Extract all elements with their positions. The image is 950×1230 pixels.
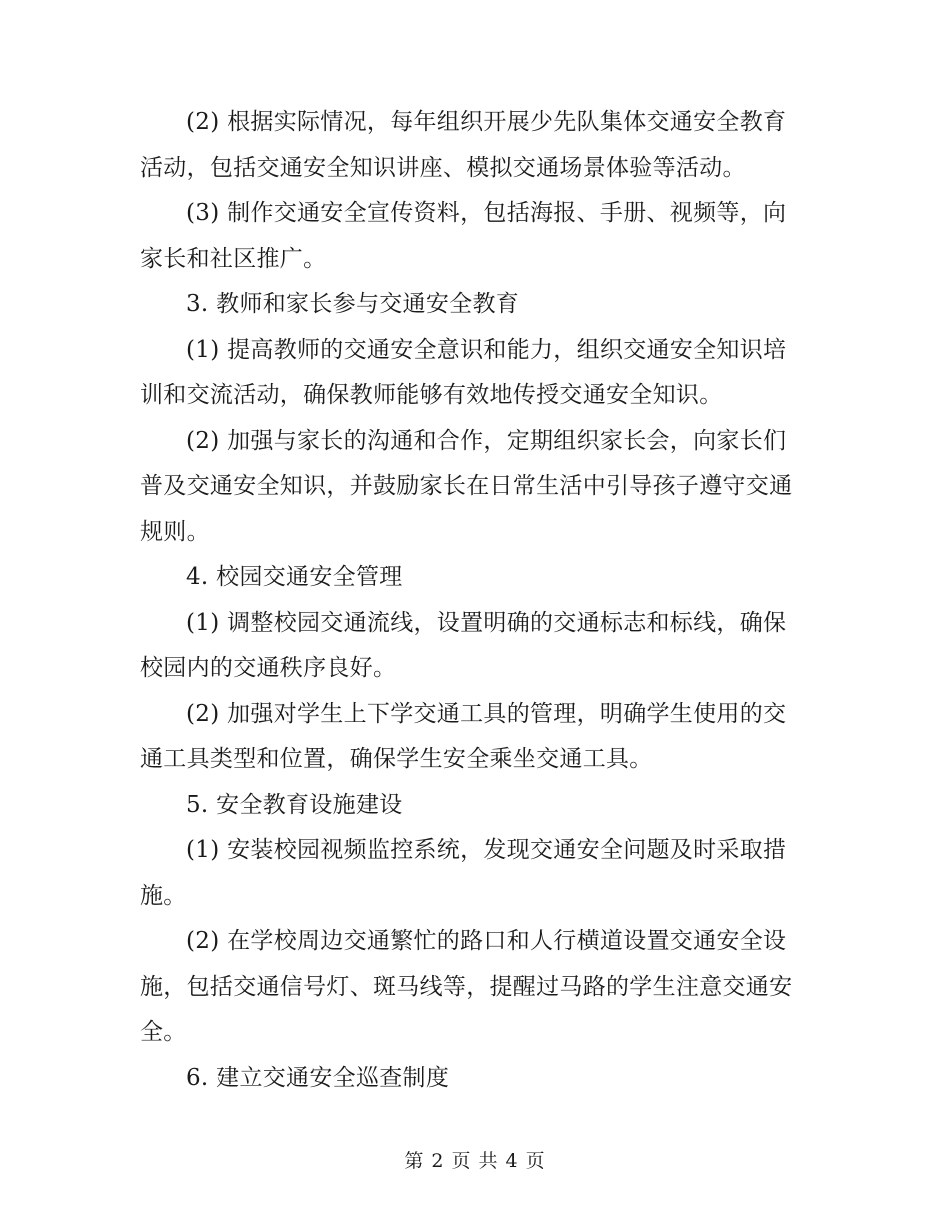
text-line: 通工具类型和位置，确保学生安全乘坐交通工具。 xyxy=(140,746,653,772)
section-heading-4 xyxy=(140,555,800,601)
section-heading-6 xyxy=(140,1056,800,1102)
text-line: 施，包括交通信号灯、斑马线等，提醒过马路的学生注意交通安 xyxy=(140,973,793,1000)
section-heading-3 xyxy=(140,282,800,328)
heading-text: 6. 建立交通安全巡查制度 xyxy=(186,1064,450,1091)
text-line: (2) 在学校周边交通繁忙的路口和人行横道设置交通安全设 xyxy=(186,928,787,954)
heading-text: 3. 教师和家长参与交通安全教育 xyxy=(186,291,520,317)
section-heading-5 xyxy=(140,783,800,829)
text-line: (3) 制作交通安全宣传资料，包括海报、手册、视频等，向 xyxy=(186,200,787,226)
text-line: 规则。 xyxy=(140,518,210,545)
text-line: 家长和社区推广。 xyxy=(140,245,327,272)
paragraph-4-1 xyxy=(140,601,800,692)
text-line: (1) 调整校园交通流线，设置明确的交通标志和标线，确保 xyxy=(186,609,787,636)
paragraph-3-2 xyxy=(140,419,800,556)
heading-text: 5. 安全教育设施建设 xyxy=(186,791,403,818)
text-line: (2) 加强与家长的沟通和合作，定期组织家长会，向家长们 xyxy=(186,427,787,454)
text-line: (1) 提高教师的交通安全意识和能力，组织交通安全知识培 xyxy=(186,336,787,363)
paragraph-5-1 xyxy=(140,828,800,919)
text-line: 全。 xyxy=(140,1019,187,1045)
text-line: 训和交流活动，确保教师能够有效地传授交通安全知识。 xyxy=(140,382,723,408)
paragraph-3-1 xyxy=(140,328,800,419)
text-line: 普及交通安全知识，并鼓励家长在日常生活中引导孩子遵守交通 xyxy=(140,473,793,499)
text-line: 校园内的交通秩序良好。 xyxy=(140,655,397,681)
document-body xyxy=(140,100,800,1101)
page-footer: 第 2 页 共 4 页 xyxy=(404,1150,546,1172)
paragraph-4-2 xyxy=(140,692,800,783)
paragraph-5-2 xyxy=(140,919,800,1056)
text-line: 施。 xyxy=(140,882,187,909)
text-line: (2) 根据实际情况，每年组织开展少先队集体交通安全教育 xyxy=(186,109,787,135)
paragraph-2 xyxy=(140,191,800,282)
text-line: (1) 安装校园视频监控系统，发现交通安全问题及时采取措 xyxy=(186,837,787,863)
text-line: (2) 加强对学生上下学交通工具的管理，明确学生使用的交 xyxy=(186,700,787,727)
text-line: 活动，包括交通安全知识讲座、模拟交通场景体验等活动。 xyxy=(140,154,746,181)
paragraph-1 xyxy=(140,100,800,191)
heading-text: 4. 校园交通安全管理 xyxy=(186,564,403,590)
